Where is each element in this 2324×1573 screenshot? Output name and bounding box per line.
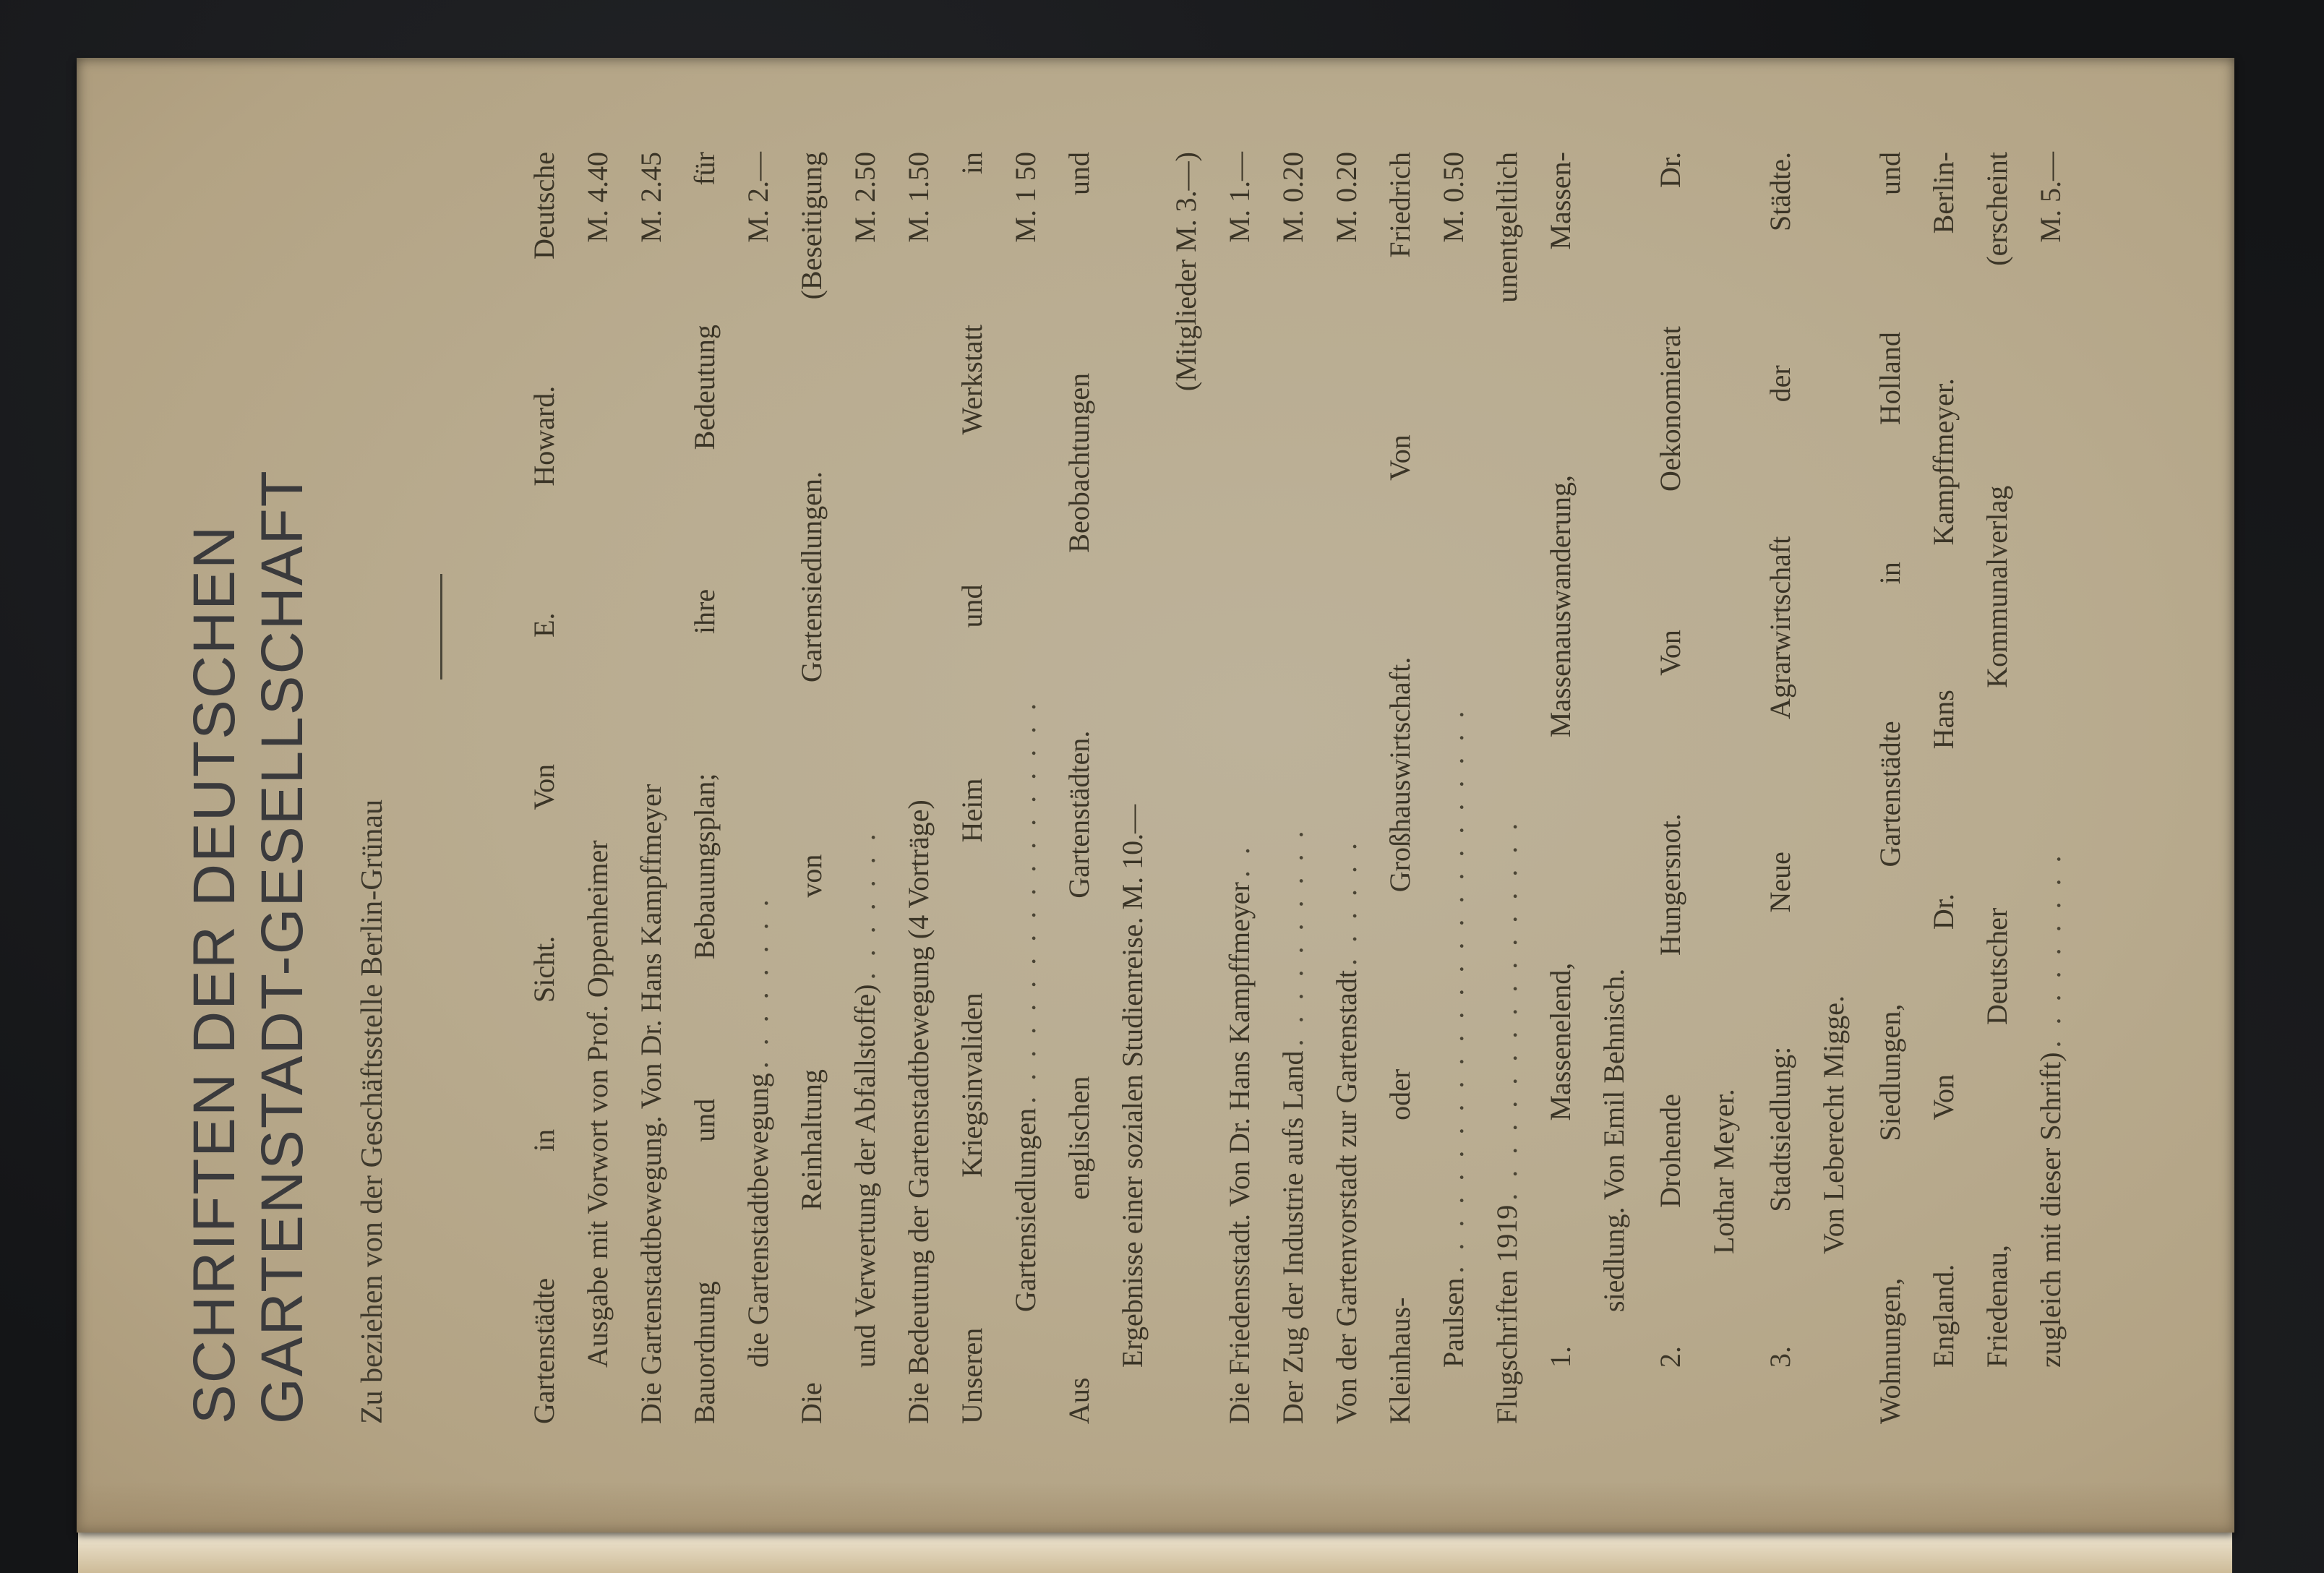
entry-line xyxy=(1587,152,1641,1424)
entry-leader-dots: . . . . . . . . . xyxy=(2034,851,2067,1048)
entry-line xyxy=(1320,152,1373,1424)
entry-text: Die Bedeutung der Gartenstadtbewegung (4 Vorträge) xyxy=(902,800,935,1424)
entry-price: M. 1.— xyxy=(1223,152,1256,243)
divider-rule xyxy=(440,574,442,680)
subtitle: Zu beziehen von der Geschäftsstelle Berlin-Grünau xyxy=(356,799,389,1424)
entry-text: 2. Drohende Hungersnot. Von Oekonomierat Dr. xyxy=(1654,152,1686,1368)
entry-line xyxy=(518,152,571,1424)
entry-text: Lothar Meyer. xyxy=(1707,1089,1740,1254)
entry-text: Aus englischen Gartenstädten. Beobachtungen und xyxy=(1063,152,1095,1424)
entry-line xyxy=(785,152,839,1424)
entry-line xyxy=(999,152,1052,1424)
entry-line xyxy=(1106,152,1159,1424)
entry-line xyxy=(1807,152,1861,1424)
entry-text: Die Reinhaltung von Gartensiedlungen. (Beseitigung xyxy=(795,152,828,1424)
entry-price: M. 0.20 xyxy=(1277,152,1309,243)
entry-line xyxy=(1213,152,1266,1424)
entry-text: Gartensiedlungen xyxy=(1009,1107,1042,1312)
entry-text: Von der Gartenvorstadt zur Gartenstadt xyxy=(1330,970,1363,1424)
title-line-2: GARTENSTADT-GESELLSCHAFT xyxy=(249,469,315,1424)
entry-text: zugleich mit dieser Schrift) xyxy=(2034,1052,2067,1368)
entry-price: M. 1 50 xyxy=(1009,152,1042,243)
entry-line xyxy=(1427,152,1480,1424)
entry-text: (Mitglieder M. 3.—) xyxy=(1170,152,1202,392)
entry-line xyxy=(625,152,678,1424)
entry-price: M. 2.— xyxy=(742,152,774,243)
entry-text: Die Gartenstadtbewegung. Von Dr. Hans Kampffmeyer xyxy=(635,784,667,1424)
entry-line xyxy=(1754,152,1807,1424)
entry-text: Der Zug der Industrie aufs Land xyxy=(1277,1050,1309,1424)
entry-line xyxy=(1971,152,2024,1424)
entry-line xyxy=(732,152,785,1424)
entry-line xyxy=(1864,152,1917,1424)
publication-list xyxy=(518,152,2078,1424)
entry-text: Flugschriften 1919 xyxy=(1491,1204,1523,1424)
entry-text: die Gartenstadtbewegung xyxy=(742,1073,774,1368)
entry-line xyxy=(1266,152,1320,1424)
entry-text: Unseren Kriegsinvaliden Heim und Werkstatt in xyxy=(956,152,988,1424)
entry-text: Die Friedensstadt. Von Dr. Hans Kampffmeyer xyxy=(1223,882,1256,1424)
entry-text: Friedenau, Deutscher Kommunalverlag (erscheint xyxy=(1981,152,2013,1368)
entry-leader-dots: . . . . . . . . . . . . . . . . . xyxy=(1491,818,1523,1201)
entry-line xyxy=(1480,152,1534,1424)
entry-line xyxy=(1644,152,1697,1424)
entry-price: M. 0.20 xyxy=(1330,152,1363,243)
entry-text: Ausgabe mit Vorwort von Prof. Oppenheimer xyxy=(581,840,614,1368)
entry-price: M. 5.— xyxy=(2034,152,2067,243)
entry-leader-dots: . . . . . . xyxy=(1330,839,1363,966)
booklet-page xyxy=(77,58,2234,1533)
entry-text: 1. Massenelend, Massenauswanderung, Massen- xyxy=(1544,152,1577,1368)
entry-text: Von Leberecht Migge. xyxy=(1817,995,1850,1254)
entry-text: Kleinhaus- oder Großhauswirtschaft. Von Friedrich xyxy=(1384,152,1416,1424)
entry-line xyxy=(571,152,625,1424)
entry-line xyxy=(1917,152,1971,1424)
entry-text: und Verwertung der Abfallstoffe) xyxy=(849,984,881,1368)
entry-price: M. 0.50 xyxy=(1437,152,1470,243)
entry-price: unentgeltlich xyxy=(1491,152,1523,303)
entry-leader-dots: . . . . . . . xyxy=(849,829,881,980)
entry-line xyxy=(839,152,892,1424)
entry-line xyxy=(2024,152,2078,1424)
entry-leader-dots: . . . . . . . . xyxy=(742,895,774,1069)
entry-line xyxy=(678,152,732,1424)
entry-line xyxy=(1052,152,1106,1424)
entry-text: Bauordnung und Bebauungsplan; ihre Bedeutung für xyxy=(688,152,721,1424)
entry-price: M. 1.50 xyxy=(902,152,935,243)
entry-line xyxy=(1534,152,1587,1424)
entry-leader-dots: . . . . . . . . . . xyxy=(1277,826,1309,1047)
entry-leader-dots: . . . . . . . . . . . . . . . . . . xyxy=(1009,698,1042,1104)
entry-text: Paulsen xyxy=(1437,1277,1470,1368)
entry-price: M. 4.40 xyxy=(581,152,614,243)
entry-text: England. Von Dr. Hans Kampffmeyer. Berlin- xyxy=(1927,152,1960,1368)
entry-leader-dots: . . . . . . . . . . . . . . . . . . . . . . . . . xyxy=(1437,706,1470,1274)
entry-text: Ergebnisse einer sozialen Studienreise. M. 10.— xyxy=(1116,804,1149,1368)
entry-price: M. 2.45 xyxy=(635,152,667,243)
entry-price: M. 2.50 xyxy=(849,152,881,243)
entry-text: Gartenstädte in Sicht. Von E. Howard. Deutsche xyxy=(528,152,560,1424)
entry-line xyxy=(1373,152,1427,1424)
entry-text: 3. Stadtsiedlung: Neue Agrarwirtschaft der Städte. xyxy=(1764,152,1796,1368)
entry-line xyxy=(892,152,946,1424)
title-line-1: SCHRIFTEN DER DEUTSCHEN xyxy=(181,524,247,1424)
entry-text: siedlung. Von Emil Behnisch. xyxy=(1598,968,1630,1312)
entry-line xyxy=(946,152,999,1424)
entry-leader-dots: . . xyxy=(1223,843,1256,878)
entry-line xyxy=(1159,152,1213,1424)
rotated-text-block xyxy=(77,58,2234,1533)
entry-line xyxy=(1697,152,1751,1424)
entry-text: Wohnungen, Siedlungen, Gartenstädte in Holland und xyxy=(1874,152,1906,1424)
